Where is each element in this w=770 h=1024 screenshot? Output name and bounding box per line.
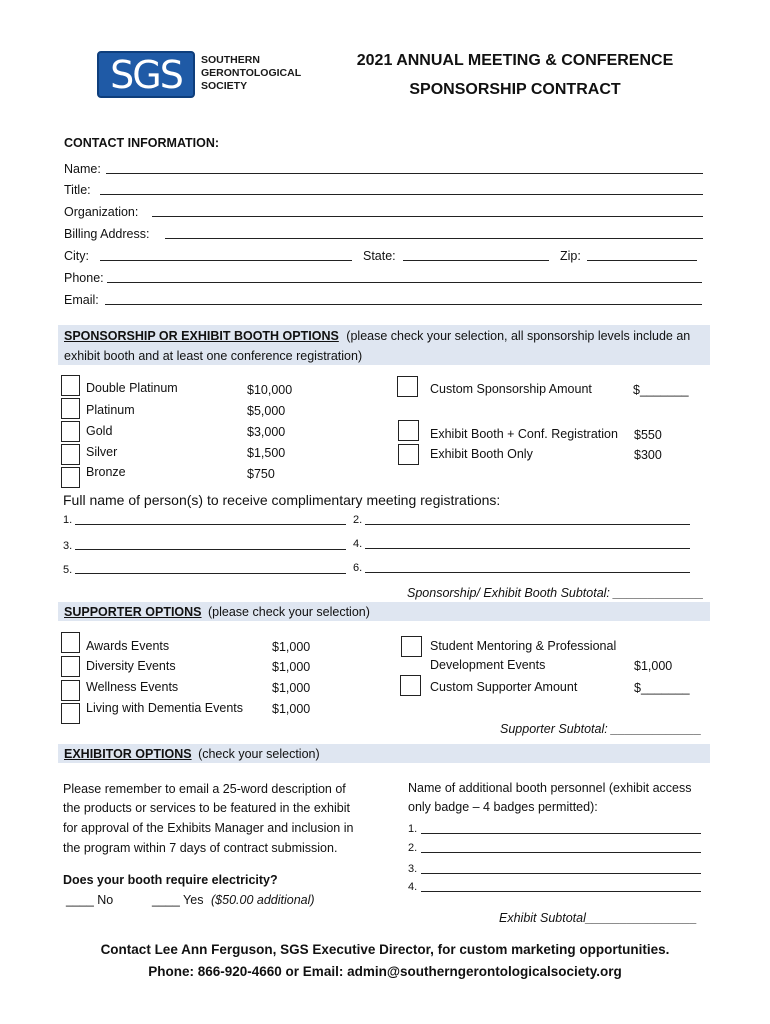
supporter-item-price: $1,000 [272,660,311,674]
supporter-note: (please check your selection) [208,605,370,619]
name-field[interactable] [106,173,703,174]
org-name-line1: SOUTHERN [201,54,260,66]
organization-field[interactable] [152,216,703,217]
phone-label: Phone: [64,271,104,285]
billing-address-label: Billing Address: [64,227,150,241]
sponsorship-note-line2: exhibit booth and at least one conference registration) [64,349,363,363]
mentoring-checkbox[interactable] [401,636,422,657]
name-label: Name: [64,162,101,176]
mentoring-price: $1,000 [634,659,673,673]
personnel-num: 4. [408,881,418,893]
city-label: City: [64,249,89,263]
sponsorship-subtotal[interactable]: Sponsorship/ Exhibit Booth Subtotal: _____________ [407,586,704,600]
level-price: $750 [247,467,275,481]
awards-events-checkbox[interactable] [61,632,80,653]
level-label: Silver [86,445,118,459]
diversity-events-checkbox[interactable] [61,656,80,677]
bronze-checkbox[interactable] [61,467,80,488]
registration-field-4[interactable] [365,548,690,549]
supporter-item-label: Diversity Events [86,659,176,673]
registration-num: 2. [353,514,363,526]
exhibit-subtotal[interactable]: Exhibit Subtotal________________ [499,911,698,925]
wellness-events-checkbox[interactable] [61,680,80,701]
exhibitor-desc-line: for approval of the Exhibits Manager and inclusion in [63,821,354,835]
personnel-num: 3. [408,863,418,875]
custom-supporter-checkbox[interactable] [400,675,421,696]
exhibitor-heading-row [64,748,320,761]
registration-num: 4. [353,538,363,550]
mentoring-label-line1: Student Mentoring & Professional [430,639,617,653]
supporter-item-price: $1,000 [272,681,311,695]
dementia-events-checkbox[interactable] [61,703,80,724]
booth-only-label: Exhibit Booth Only [430,447,533,461]
personnel-label-line2: only badge – 4 badges permitted): [408,800,598,814]
email-field[interactable] [105,304,702,305]
supporter-item-label: Living with Dementia Events [86,701,244,715]
registration-num: 1. [63,514,73,526]
registration-field-3[interactable] [75,549,346,550]
footer-phone-email: Phone: 866-920-4660 or Email: admin@southerngerontologicalsociety.org [148,964,622,979]
exhibitor-desc-line: the program within 7 days of contract submission. [63,841,338,855]
personnel-num: 2. [408,842,418,854]
sponsorship-heading-row [64,330,690,343]
org-name-line3: SOCIETY [201,80,248,92]
organization-label: Organization: [64,205,139,219]
personnel-field-3[interactable] [421,873,701,874]
registration-field-5[interactable] [75,573,346,574]
exhibitor-desc-line: Please remember to email a 25-word description of [63,782,346,796]
mentoring-label-line2: Development Events [430,658,546,672]
registration-field-6[interactable] [365,572,690,573]
org-name-line2: GERONTOLOGICAL [201,67,302,79]
custom-sponsorship-label: Custom Sponsorship Amount [430,382,592,396]
booth-only-price: $300 [634,448,662,462]
logo-letters: SGS [110,53,182,97]
booth-conf-checkbox[interactable] [398,420,419,441]
level-label: Bronze [86,465,126,479]
custom-sponsorship-amount[interactable]: $_______ [633,383,689,397]
custom-supporter-amount[interactable]: $_______ [634,681,690,695]
electricity-yes-note: ($50.00 additional) [211,893,315,907]
sgs-logo [97,51,195,98]
personnel-field-2[interactable] [421,852,701,853]
registration-num: 6. [353,562,363,574]
supporter-item-price: $1,000 [272,702,311,716]
level-price: $5,000 [247,404,286,418]
level-price: $1,500 [247,446,286,460]
email-label: Email: [64,293,99,307]
booth-conf-price: $550 [634,428,662,442]
document-title-line1: 2021 ANNUAL MEETING & CONFERENCE [356,52,674,69]
supporter-heading-row [64,606,370,619]
exhibitor-note: (check your selection) [198,747,320,761]
personnel-field-4[interactable] [421,891,701,892]
exhibitor-desc-line: the products or services to be featured in the exhibit [63,801,350,815]
city-field[interactable] [100,260,352,261]
custom-sponsorship-checkbox[interactable] [397,376,418,397]
registration-num: 5. [63,564,73,576]
registrations-label: Full name of person(s) to receive complimentary meeting registrations: [63,492,501,508]
sponsorship-note: (please check your selection, all sponsorship levels include an [346,329,691,343]
supporter-item-price: $1,000 [272,640,311,654]
custom-supporter-label: Custom Supporter Amount [430,680,578,694]
personnel-label-line1: Name of additional booth personnel (exhibit access [408,781,692,795]
silver-checkbox[interactable] [61,444,80,465]
title-field[interactable] [100,194,703,195]
supporter-subtotal[interactable]: Supporter Subtotal: _____________ [500,722,702,736]
state-label: State: [363,249,396,263]
registration-field-1[interactable] [75,524,346,525]
level-label: Gold [86,424,113,438]
gold-checkbox[interactable] [61,421,80,442]
level-price: $10,000 [247,383,293,397]
supporter-item-label: Awards Events [86,639,170,653]
registration-num: 3. [63,540,73,552]
level-price: $3,000 [247,425,286,439]
electricity-no-option[interactable]: ____ No [66,893,114,907]
supporter-heading: SUPPORTER OPTIONS [64,605,202,619]
state-field[interactable] [403,260,549,261]
level-label: Double Platinum [86,381,178,395]
booth-conf-label: Exhibit Booth + Conf. Registration [430,427,618,441]
zip-field[interactable] [587,260,697,261]
contact-heading: CONTACT INFORMATION: [64,136,220,150]
registration-field-2[interactable] [365,524,690,525]
zip-label: Zip: [560,249,581,263]
exhibitor-heading: EXHIBITOR OPTIONS [64,747,192,761]
booth-only-checkbox[interactable] [398,444,419,465]
level-label: Platinum [86,403,135,417]
document-title-line2: SPONSORSHIP CONTRACT [409,81,621,98]
personnel-num: 1. [408,823,418,835]
title-label: Title: [64,183,91,197]
electricity-yes-option[interactable]: ____ Yes [152,893,204,907]
phone-field[interactable] [107,282,702,283]
electricity-question: Does your booth require electricity? [63,873,278,887]
personnel-field-1[interactable] [421,833,701,834]
sponsorship-heading: SPONSORSHIP OR EXHIBIT BOOTH OPTIONS [64,329,339,343]
supporter-item-label: Wellness Events [86,680,179,694]
billing-address-field[interactable] [165,238,703,239]
double-platinum-checkbox[interactable] [61,375,80,396]
platinum-checkbox[interactable] [61,398,80,419]
footer-contact: Contact Lee Ann Ferguson, SGS Executive Director, for custom marketing opportunities. [100,942,670,957]
